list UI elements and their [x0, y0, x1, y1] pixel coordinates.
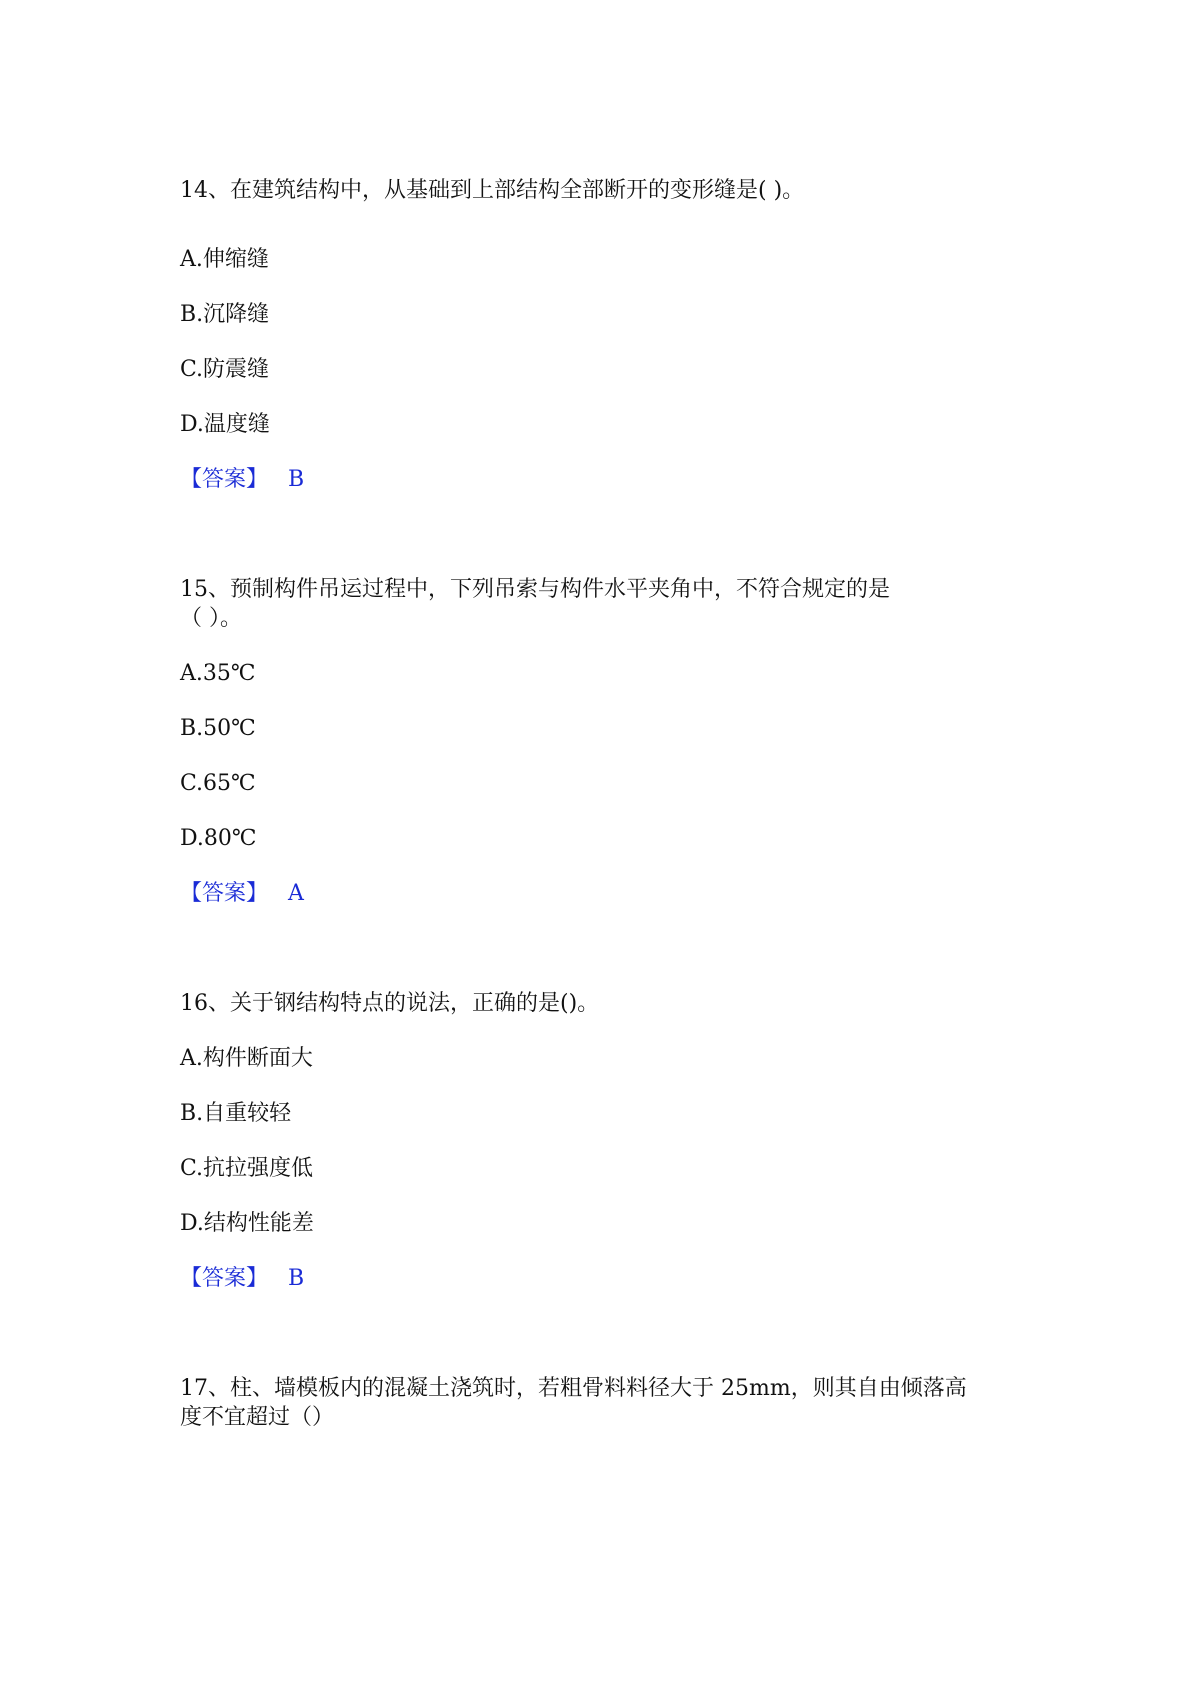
question-17-stem-line-2: 度不宜超过（） [180, 1405, 335, 1430]
question-15-stem-line-1: 15、预制构件吊运过程中，下列吊索与构件水平夹角中，不符合规定的是 [180, 577, 890, 602]
question-15-option-d: D.80℃ [180, 826, 257, 851]
question-15-option-b: B.50℃ [180, 716, 256, 741]
question-14-option-c: C.防震缝 [180, 357, 270, 382]
question-15-option-c: C.65℃ [180, 771, 256, 796]
answer-value: A [288, 881, 304, 906]
question-14-option-d: D.温度缝 [180, 412, 270, 437]
answer-value: B [288, 467, 305, 492]
question-14-option-a: A.伸缩缝 [180, 247, 269, 272]
answer-label: 【答案】 [180, 881, 269, 906]
question-16-option-c: C.抗拉强度低 [180, 1156, 314, 1181]
question-15-option-a: A.35℃ [180, 661, 256, 686]
question-16-stem: 16、关于钢结构特点的说法，正确的是()。 [180, 991, 600, 1016]
answer-label: 【答案】 [180, 1266, 269, 1291]
question-15-answer [180, 880, 304, 908]
question-14-option-b: B.沉降缝 [180, 302, 270, 327]
question-15-stem-line-2: （ ）。 [180, 606, 242, 631]
question-16-answer [180, 1265, 304, 1293]
question-16-option-a: A.构件断面大 [180, 1046, 313, 1071]
question-17-stem-line-1: 17、柱、墙模板内的混凝土浇筑时，若粗骨料料径大于 25mm，则其自由倾落高 [180, 1376, 967, 1401]
answer-label: 【答案】 [180, 467, 269, 492]
question-16-option-b: B.自重较轻 [180, 1101, 292, 1126]
question-14-stem: 14、在建筑结构中，从基础到上部结构全部断开的变形缝是( )。 [180, 178, 805, 203]
question-14-answer [180, 466, 304, 494]
answer-value: B [288, 1266, 305, 1291]
question-16-option-d: D.结构性能差 [180, 1211, 314, 1236]
